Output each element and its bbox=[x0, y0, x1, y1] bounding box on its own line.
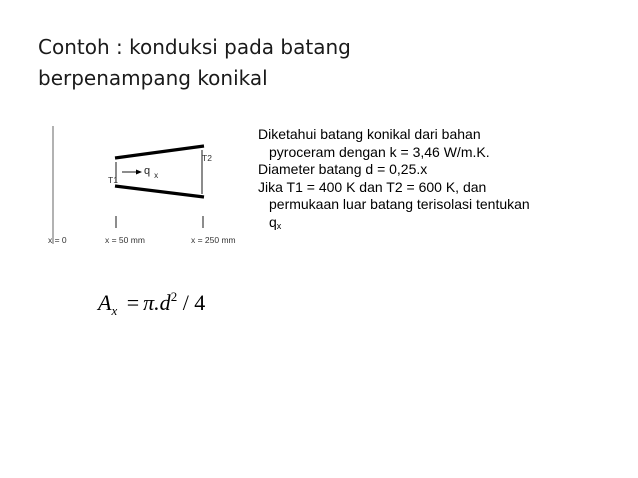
heat-flux-label: q $_x$ bbox=[144, 165, 159, 180]
desc-line-5: permukaan luar batang terisolasi tentukan bbox=[269, 196, 530, 212]
area-formula bbox=[98, 290, 205, 316]
formula-exponent: 2 bbox=[170, 289, 178, 304]
formula-divide-four: / 4 bbox=[182, 290, 206, 315]
desc-line-4: Jika T1 = 400 K dan T2 = 600 K, dan bbox=[258, 178, 487, 195]
formula-equals: = bbox=[126, 290, 140, 315]
desc-line-2: pyroceram dengan k = 3,46 W/m.K. bbox=[269, 143, 490, 160]
rod-top-edge bbox=[115, 146, 204, 158]
t2-label: T2 bbox=[202, 153, 212, 163]
formula-area-symbol: A bbox=[98, 290, 112, 315]
title-line-2: berpenampang konikal bbox=[38, 66, 268, 90]
formula-pi-d: π.d bbox=[143, 290, 171, 315]
formula-area-sub: x bbox=[111, 303, 118, 318]
qx-base: q bbox=[269, 213, 277, 230]
qx-sub: x bbox=[276, 220, 282, 231]
title-line-1: Contoh : konduksi pada batang bbox=[38, 35, 351, 59]
slide-title bbox=[38, 32, 351, 94]
desc-line-1: Diketahui batang konikal dari bahan bbox=[258, 126, 481, 142]
arrow-head-icon bbox=[136, 170, 142, 175]
t1-label: T1 bbox=[108, 175, 118, 185]
problem-statement bbox=[258, 126, 618, 231]
rod-bottom-edge bbox=[115, 186, 204, 197]
x0-label: x = 0 bbox=[48, 235, 67, 245]
conical-rod-diagram bbox=[40, 120, 250, 252]
x50-label: x = 50 mm bbox=[105, 235, 145, 245]
desc-line-3: Diameter batang d = 0,25.x bbox=[258, 161, 428, 177]
x250-label: x = 250 mm bbox=[191, 235, 236, 245]
desc-line-6 bbox=[258, 214, 618, 232]
